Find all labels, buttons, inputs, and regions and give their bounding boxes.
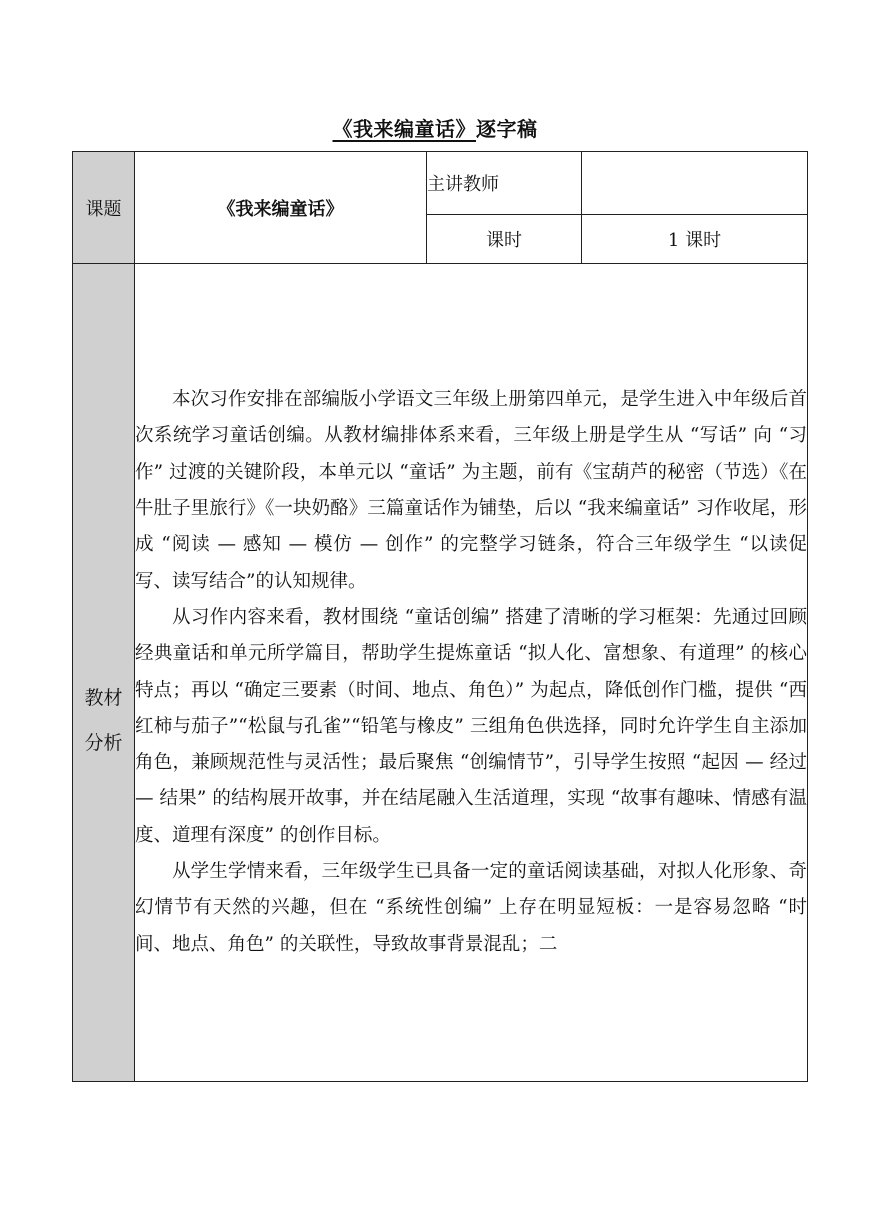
analysis-row [73, 264, 808, 1082]
analysis-body-cell [135, 264, 808, 1082]
lesson-info-table [72, 151, 808, 1082]
page-title-suffix: 逐字稿 [476, 117, 538, 141]
analysis-paragraph: 从习作内容来看，教材围绕 “童话创编” 搭建了清晰的学习框架：先通过回顾经典童话和单元所学篇目，帮助学生提炼童话 “拟人化、富想象、有道理” 的核心特点；再以 “确定三要素（时间、地点、角色）” 为起点，降低创作门槛，提供 “西红柿与茄子”“松鼠与孔雀”“铅笔与橡皮” 三组角色供选择，同时允许学生自主添加角色，兼顾规范性与灵活性；最后聚焦 “创编情节”，引导学生按照 “起因 — 经过 — 结果” 的结构展开故事，并在结尾融入生活道理，实现 “故事有趣味、情感有温度、道理有深度” 的创作目标。 [135, 606, 807, 846]
analysis-label-cell [73, 264, 135, 1082]
analysis-label-line1: 教材 [84, 686, 123, 709]
topic-label: 课题 [85, 198, 122, 220]
topic-value: 《我来编童话》 [217, 198, 344, 220]
teacher-label: 主讲教师 [427, 173, 499, 195]
page-title [0, 112, 870, 146]
hours-value-cell [582, 214, 808, 263]
hours-label: 课时 [486, 229, 522, 251]
teacher-value-cell [582, 152, 808, 215]
topic-label-cell [73, 152, 135, 264]
teacher-label-cell [427, 152, 582, 215]
analysis-label-line2: 分析 [84, 731, 123, 754]
page-title-underlined: 《我来编童话》 [332, 117, 476, 141]
hours-label-cell [427, 214, 582, 263]
analysis-paragraph: 本次习作安排在部编版小学语文三年级上册第四单元，是学生进入中年级后首次系统学习童话创编。从教材编排体系来看，三年级上册是学生从 “写话” 向 “习作” 过渡的关键阶段，本单元以 “童话” 为主题，前有《宝葫芦的秘密（节选）《在牛肚子里旅行》《一块奶酪》三篇童话作为铺垫，后以 “我来编童话” 习作收尾，形成 “阅读 — 感知 — 模仿 — 创作” 的完整学习链条，符合三年级学生 “以读促写、读写结合”的认知规律。 [135, 389, 807, 592]
topic-value-cell [135, 152, 427, 264]
topic-row [73, 152, 808, 215]
hours-value: 1 课时 [667, 229, 722, 251]
analysis-paragraph: 从学生学情来看，三年级学生已具备一定的童话阅读基础，对拟人化形象、奇幻情节有天然的兴趣，但在 “系统性创编” 上存在明显短板：一是容易忽略 “时间、地点、角色” 的关联性，导致故事背景混乱；二 [135, 860, 807, 955]
